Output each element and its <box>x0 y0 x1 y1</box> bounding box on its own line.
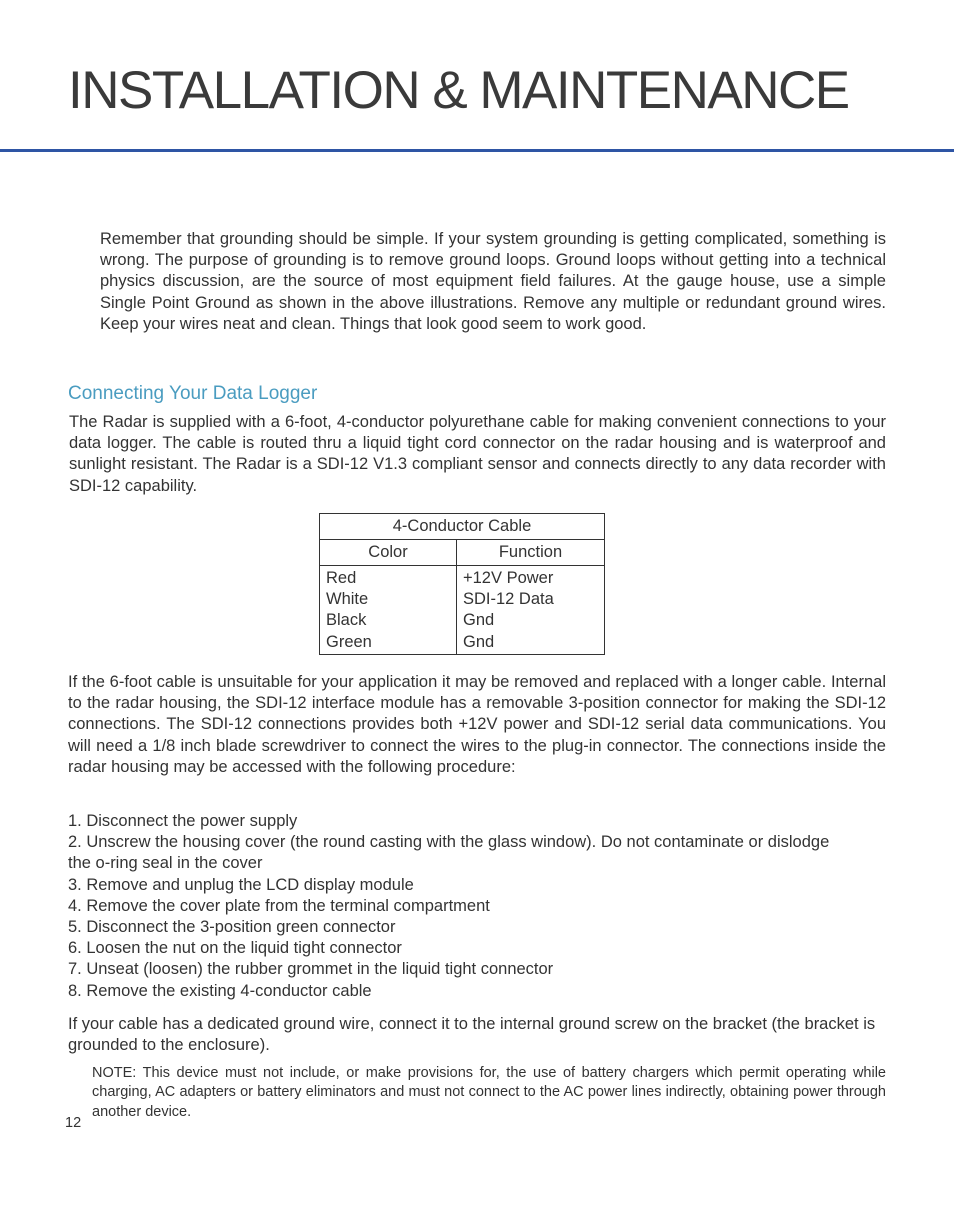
table-cell: SDI-12 Data <box>463 590 554 609</box>
table-cell: Green <box>326 632 372 651</box>
table-cell: Gnd <box>463 632 495 651</box>
table-caption-row <box>320 514 605 540</box>
table-caption: 4-Conductor Cable <box>320 514 605 540</box>
page-number: 12 <box>65 1115 82 1131</box>
list-item: 1. Disconnect the power supply <box>68 812 298 830</box>
table-cell: +12V Power <box>463 569 554 587</box>
list-item: 2. Unscrew the housing cover (the round casting with the glass window). Do not contaminate or dislodge the o-ring seal in the cover <box>68 833 830 873</box>
procedure-list <box>68 811 886 1002</box>
table-cell: White <box>326 590 369 609</box>
table-cell: Red <box>326 569 357 587</box>
cable-table <box>319 513 605 655</box>
list-item: 6. Loosen the nut on the liquid tight connector <box>68 939 402 958</box>
table-cell: Black <box>326 611 367 630</box>
section-heading: Connecting Your Data Logger <box>68 383 318 404</box>
page-title: INSTALLATION & MAINTENANCE <box>68 61 849 120</box>
column-header-function: Function <box>457 540 605 566</box>
note-paragraph: NOTE: This device must not include, or make provisions for, the use of battery chargers which permit operating while charging, AC adapters or battery eliminators and must not connect to the AC power lines indirectly, obtaining power through another device. <box>92 1065 886 1120</box>
table-row <box>320 566 605 655</box>
table-header-row <box>320 540 605 566</box>
ground-wire-paragraph: If your cable has a dedicated ground wire, connect it to the internal ground screw on the bracket (the bracket is grounded to the enclosure). <box>68 1015 876 1055</box>
function-cell <box>457 566 605 655</box>
list-item: 7. Unseat (loosen) the rubber grommet in the liquid tight connector <box>68 960 554 979</box>
list-item: 5. Disconnect the 3-position green connector <box>68 918 396 937</box>
list-item: 4. Remove the cover plate from the terminal compartment <box>68 896 490 915</box>
list-item: 8. Remove the existing 4-conductor cable <box>68 981 372 1000</box>
color-cell <box>320 566 457 655</box>
column-header-color: Color <box>320 540 457 566</box>
table-cell: Gnd <box>463 611 495 630</box>
list-item: 3. Remove and unplug the LCD display module <box>68 875 414 894</box>
title-divider <box>0 149 954 152</box>
cable-replacement-paragraph: If the 6-foot cable is unsuitable for your application it may be removed and replaced with a longer cable. Internal to the radar housing, the SDI-12 interface module has a removable 3-position connector for making the SDI-12 connections. The SDI-12 connections provides both +12V power and SDI-12 serial data communications. You will need a 1/8 inch blade screwdriver to connect the wires to the plug-in connector. The connections inside the radar housing may be accessed with the following procedure: <box>68 673 886 776</box>
radar-cable-paragraph: The Radar is supplied with a 6-foot, 4-conductor polyurethane cable for making convenient connections to your data logger. The cable is routed thru a liquid tight cord connector on the radar housing and is waterproof and sunlight resistant. The Radar is a SDI-12 V1.3 compliant sensor and connects directly to any data recorder with SDI-12 capability. <box>69 413 886 495</box>
intro-paragraph: Remember that grounding should be simple. If your system grounding is getting complicated, something is wrong. The purpose of grounding is to remove ground loops. Ground loops without getting into a technical physics discussion, are the source of most equipment field failures. At the gauge house, use a simple Single Point Ground as shown in the above illustrations. Remove any multiple or redundant ground wires. Keep your wires neat and clean. Things that look good seem to work good. <box>100 230 886 333</box>
